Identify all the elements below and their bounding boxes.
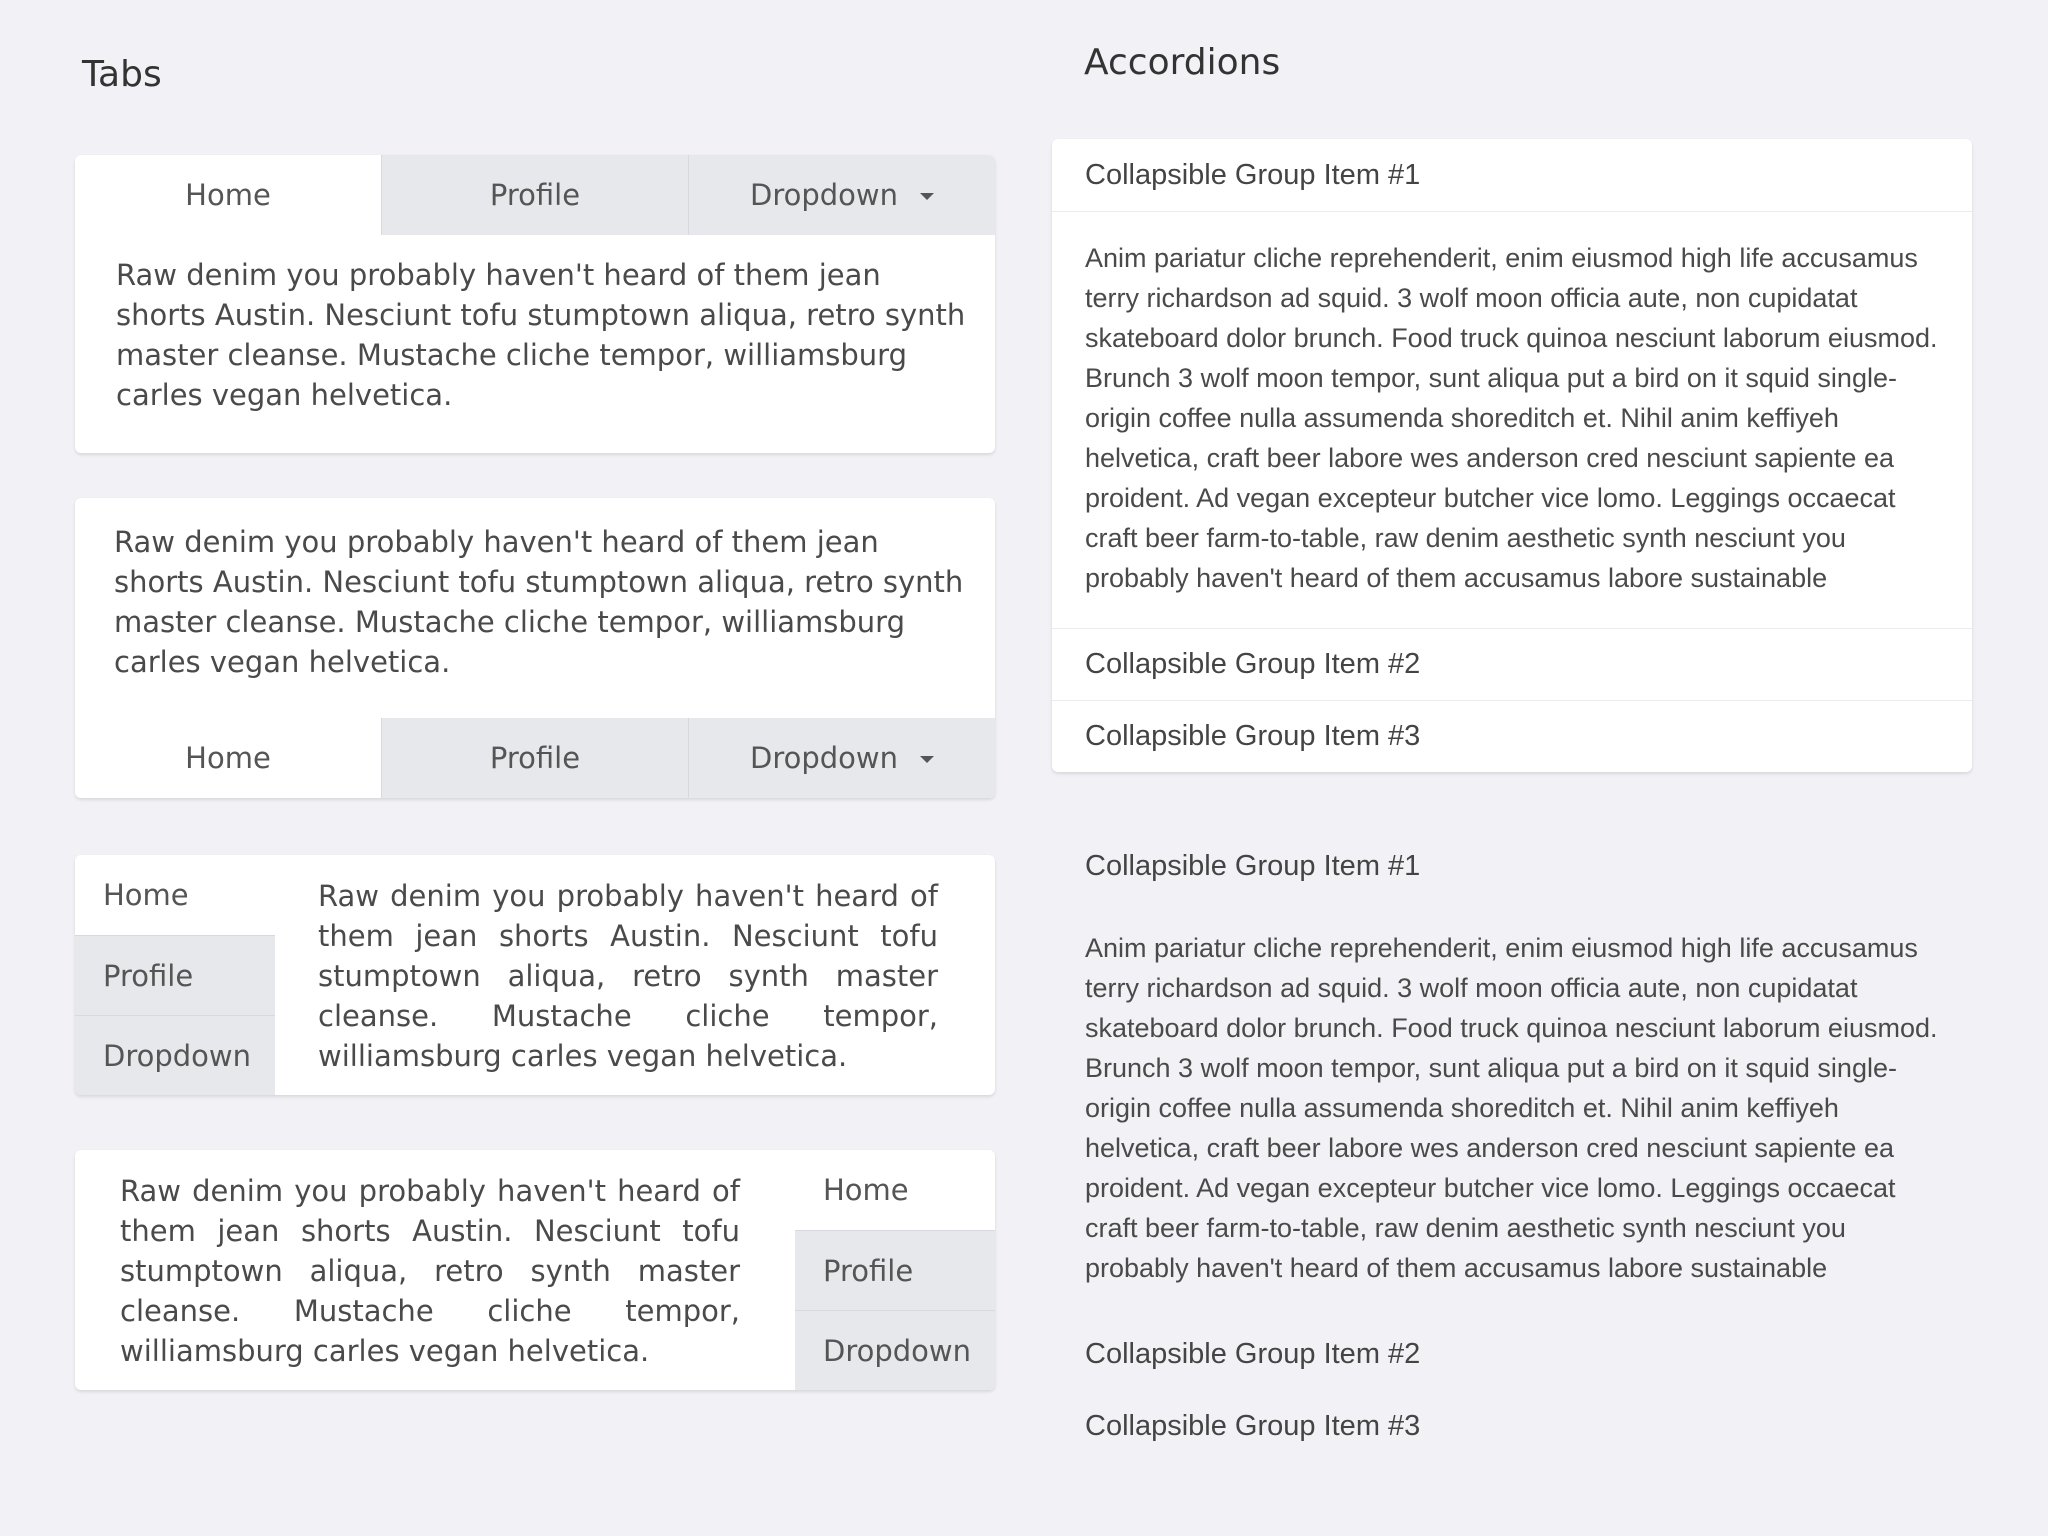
tab-content: Raw denim you probably haven't heard of them jean shorts Austin. Nesciunt tofu stumptown aliqua, retro synth master cleanse. Mustache cliche tempor, williamsburg carles vegan helvetica.: [318, 879, 938, 1073]
accordion-card: [1052, 139, 1972, 772]
tab-home[interactable]: Home: [795, 1150, 995, 1230]
tab-content: Raw denim you probably haven't heard of them jean shorts Austin. Nesciunt tofu stumptown aliqua, retro synth master cleanse. Mustache cliche tempor, williamsburg carles vegan helvetica.: [114, 525, 964, 679]
tabs-top-bar: [75, 155, 995, 235]
accordion-item-3-header[interactable]: Collapsible Group Item #3: [1052, 700, 1972, 772]
tab-home[interactable]: Home: [75, 855, 275, 935]
accordion-item-2-header[interactable]: Collapsible Group Item #2: [1052, 628, 1972, 700]
tab-home[interactable]: Home: [75, 718, 381, 798]
accordion-plain: [1052, 830, 1972, 1462]
tab-profile[interactable]: Profile: [381, 155, 688, 235]
accordion-plain-item-2-header[interactable]: Collapsible Group Item #2: [1085, 1337, 1421, 1370]
accordions-heading: Accordions: [1084, 42, 1281, 83]
tabs-bottom-bar: [75, 718, 995, 798]
tabs-right-bar: [795, 1150, 995, 1390]
tabs-top-card: [75, 155, 995, 453]
accordion-plain-item-1-header[interactable]: Collapsible Group Item #1: [1085, 849, 1421, 882]
tabs-bottom-card: [75, 498, 995, 798]
tab-profile[interactable]: Profile: [381, 718, 688, 798]
caret-down-icon: [920, 756, 934, 763]
accordion-plain-item-1-body: Anim pariatur cliche reprehenderit, enim eiusmod high life accusamus terry richardson ad squid. 3 wolf moon officia aute, non cupidatat skateboard dolor brunch. Food truck quinoa nesciunt laborum eiusmod. Brunch 3 wolf moon tempor, sunt aliqua put a bird on it squid single-origin coffee nulla assumenda shoreditch et. Nihil anim keffiyeh helvetica, craft beer labore wes anderson cred nesciunt sapiente ea proident. Ad vegan excepteur butcher vice lomo. Leggings occaecat craft beer farm-to-table, raw denim aesthetic synth nesciunt you probably haven't heard of them accusamus labore sustainable: [1085, 933, 1938, 1283]
accordion-item-1-body: Anim pariatur cliche reprehenderit, enim eiusmod high life accusamus terry richardson ad squid. 3 wolf moon officia aute, non cupidatat skateboard dolor brunch. Food truck quinoa nesciunt laborum eiusmod. Brunch 3 wolf moon tempor, sunt aliqua put a bird on it squid single-origin coffee nulla assumenda shoreditch et. Nihil anim keffiyeh helvetica, craft beer labore wes anderson cred nesciunt sapiente ea proident. Ad vegan excepteur butcher vice lomo. Leggings occaecat craft beer farm-to-table, raw denim aesthetic synth nesciunt you probably haven't heard of them accusamus labore sustainable: [1052, 211, 1972, 628]
tabs-right-card: [75, 1150, 995, 1390]
accordion-item-1-header[interactable]: Collapsible Group Item #1: [1085, 158, 1421, 191]
caret-down-icon: [920, 193, 934, 200]
tab-dropdown[interactable]: Dropdown: [688, 718, 995, 798]
tab-dropdown[interactable]: Dropdown: [688, 155, 995, 235]
tab-profile[interactable]: Profile: [75, 935, 275, 1015]
tabs-left-card: [75, 855, 995, 1095]
tabs-heading: Tabs: [82, 54, 162, 95]
tab-content: Raw denim you probably haven't heard of them jean shorts Austin. Nesciunt tofu stumptown aliqua, retro synth master cleanse. Mustache cliche tempor, williamsburg carles vegan helvetica.: [120, 1174, 740, 1368]
tab-dropdown[interactable]: Dropdown: [795, 1310, 995, 1390]
tab-home[interactable]: Home: [75, 155, 381, 235]
accordion-plain-item-3-header[interactable]: Collapsible Group Item #3: [1085, 1409, 1421, 1442]
tab-profile[interactable]: Profile: [795, 1230, 995, 1310]
tab-dropdown[interactable]: Dropdown: [75, 1015, 275, 1095]
tabs-left-bar: [75, 855, 275, 1095]
tab-content: Raw denim you probably haven't heard of them jean shorts Austin. Nesciunt tofu stumptown aliqua, retro synth master cleanse. Mustache cliche tempor, williamsburg carles vegan helvetica.: [116, 258, 966, 412]
